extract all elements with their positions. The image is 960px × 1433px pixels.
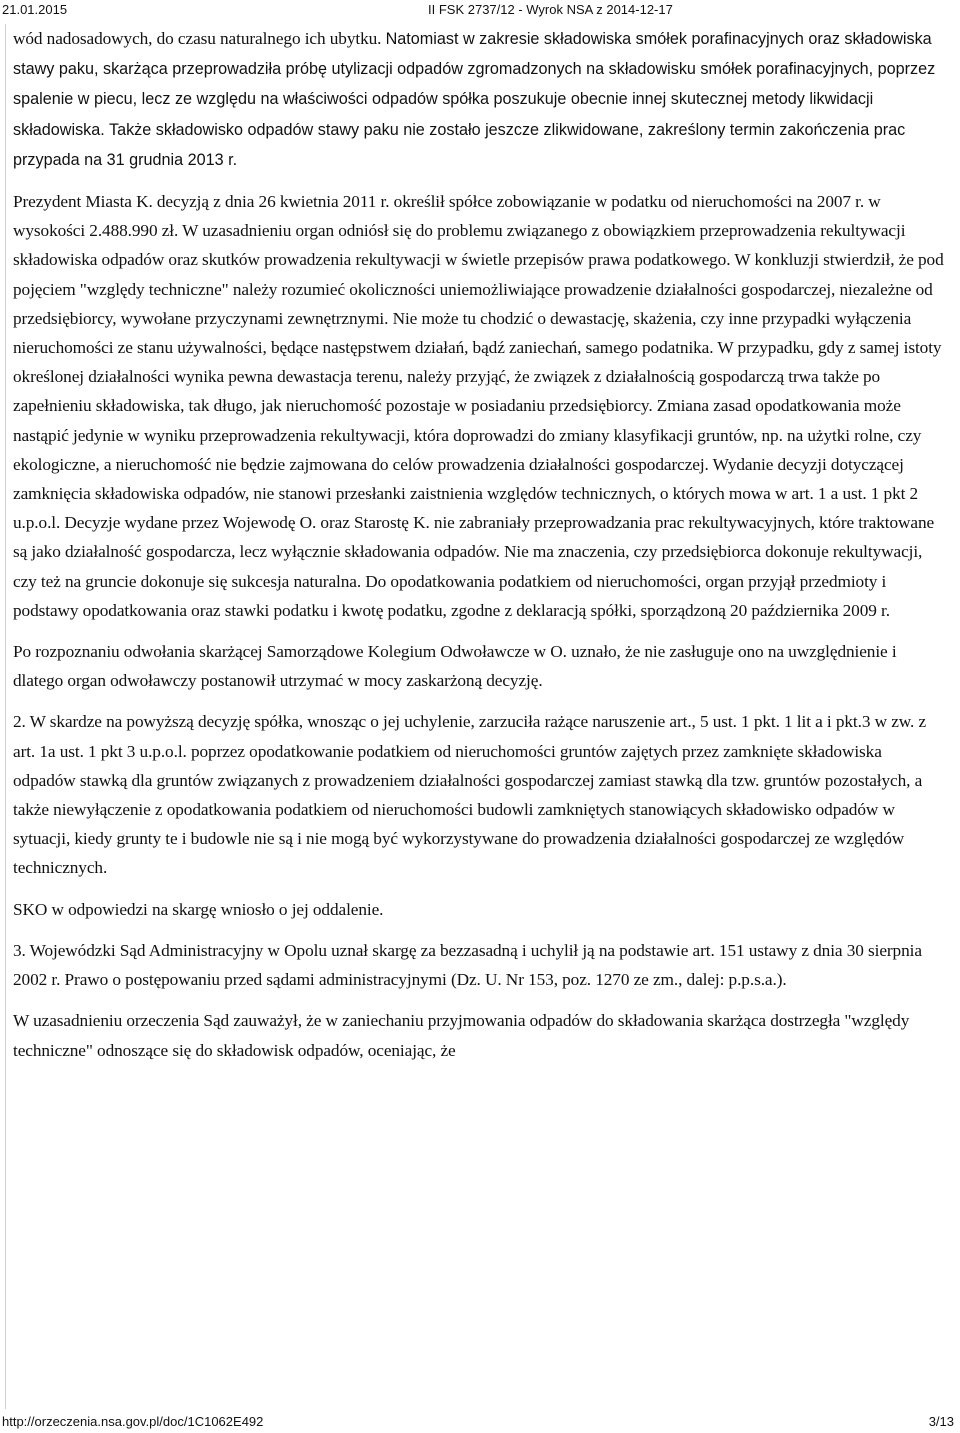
left-margin-rule (5, 24, 6, 1409)
source-url[interactable]: http://orzeczenia.nsa.gov.pl/doc/1C1062E492 (2, 1414, 264, 1429)
paragraph-3: Po rozpoznaniu odwołania skarżącej Samorządowe Kolegium Odwoławcze w O. uznało, że nie zasługuje ono na uwzględnienie i dlatego organ odwoławczy postanowił utrzymać w mocy zaskarżoną decyzję. (13, 642, 897, 691)
page-number: 3/13 (928, 1414, 954, 1429)
paragraph-6: 3. Wojewódzki Sąd Administracyjny w Opolu uznał skargę za bezzasadną i uchylił ją na podstawie art. 151 ustawy z dnia 30 sierpnia 2002 r. Prawo o postępowaniu przed sądami administracyjnymi (Dz. U. Nr 153, poz. 1270 ze zm., dalej: p.p.s.a.). (13, 940, 922, 990)
page-footer (0, 1414, 960, 1432)
paragraph-2: Prezydent Miasta K. decyzją z dnia 26 kwietnia 2011 r. określił spółce zobowiązanie w podatku od nieruchomości na 2007 r. w wysokości 2.488.990 zł. W uzasadnieniu organ odniósł się do problemu związanego z obowiązkiem przeprowadzenia rekultywacji składowiska odpadów oraz skutków prowadzenia rekultywacji w świetle przepisów prawa podatkowego. W konkluzji stwierdził, że pod pojęciem "względy techniczne" należy rozumieć okoliczności uniemożliwiające prowadzenie działalności gospodarczej, niezależne od przedsiębiorcy, wywołane przyczynami zewnętrznymi. Nie może tu chodzić o dewastację, skażenia, czy inne przypadki wyłączenia nieruchomości ze stanu używalności, będące następstwem działań, bądź zaniechań, samego podatnika. W przypadku, gdy z samej istoty określonej działalności wynika pewna dewastacja terenu, należy przyjąć, że związek z działalnością gospodarczą trwa także po zapełnieniu składowiska, tak długo, jak nieruchomość pozostaje w posiadaniu przedsiębiorcy. Zmiana zasad opodatkowania może nastąpić jedynie w wyniku przeprowadzenia rekultywacji, która doprowadzi do zmiany klasyfikacji gruntów, np. na użytki rolne, czy ekologiczne, a nieruchomość nie będzie zajmowana do celów prowadzenia działalności gospodarczej. Wydanie decyzji dotyczącej zamknięcia składowiska odpadów, nie stanowi przesłanki zaistnienia względów technicznych, o których mowa w art. 1 a ust. 1 pkt 2 u.p.o.l. Decyzje wydane przez Wojewodę O. oraz Starostę K. nie zabraniały przeprowadzania prac rekultywacyjnych, które traktowane są jako działalność gospodarcza, lecz wyłącznie składowania odpadów. Nie ma znaczenia, czy przedsiębiorca dokonuje rekultywacji, czy też na gruncie dokonuje się sukcesja naturalna. Do opodatkowania podatkiem od nieruchomości, organ przyjął przedmioty i podstawy opodatkowania oraz stawki podatku i kwotę podatku, zgodne z deklaracją spółki, sporządzoną 20 października 2009 r. (13, 192, 944, 620)
document-body (13, 24, 948, 1077)
paragraph-4: 2. W skardze na powyższą decyzję spółka, wnosząc o jej uchylenie, zarzuciła rażące naruszenie art., 5 ust. 1 pkt. 1 lit a i pkt.3 w zw. z art. 1a ust. 1 pkt 3 u.p.o.l. poprzez opodatkowanie podatkiem od nieruchomości gruntów zajętych przez zamknięte składowiska odpadów stawką dla gruntów związanych z prowadzeniem działalności gospodarczej zamiast stawką dla tzw. gruntów pozostałych, a także niewyłączenie z opodatkowania podatkiem od nieruchomości budowli zamkniętych stanowiących składowisko odpadów w sytuacji, kiedy grunty te i budowle nie są i nie mogą być wykorzystywane do prowadzenia działalności gospodarczej ze względów technicznych. (13, 712, 927, 878)
print-date: 21.01.2015 (2, 2, 68, 17)
paragraph-5: SKO w odpowiedzi na skargę wniosło o jej oddalenie. (13, 899, 384, 919)
document-title: II FSK 2737/12 - Wyrok NSA z 2014-12-17 (428, 2, 673, 17)
paragraph-1 (13, 24, 948, 175)
paragraph-7: W uzasadnieniu orzeczenia Sąd zauważył, że w zaniechaniu przyjmowania odpadów do składowania skarżąca dostrzegła "względy techniczne" odnoszące się do składowisk odpadów, oceniając, że (13, 1011, 910, 1060)
page-header (0, 0, 960, 20)
paragraph-1-serif-part: wód nadosadowych, do czasu naturalnego ich ubytku. (13, 29, 386, 48)
paragraph-1-sans-part: Natomiast w zakresie składowiska smółek porafinacyjnych oraz składowiska stawy paku, skarżąca przeprowadziła próbę utylizacji odpadów zgromadzonych na składowisku smółek porafinacyjnych, poprzez spalenie w piecu, lecz ze względu na właściwości odpadów spółka poszukuje obecnie innej skutecznej metody likwidacji składowiska. Także składowisko odpadów stawy paku nie zostało jeszcze zlikwidowane, zakreślony termin zakończenia prac przypada na 31 grudnia 2013 r. (13, 30, 936, 169)
